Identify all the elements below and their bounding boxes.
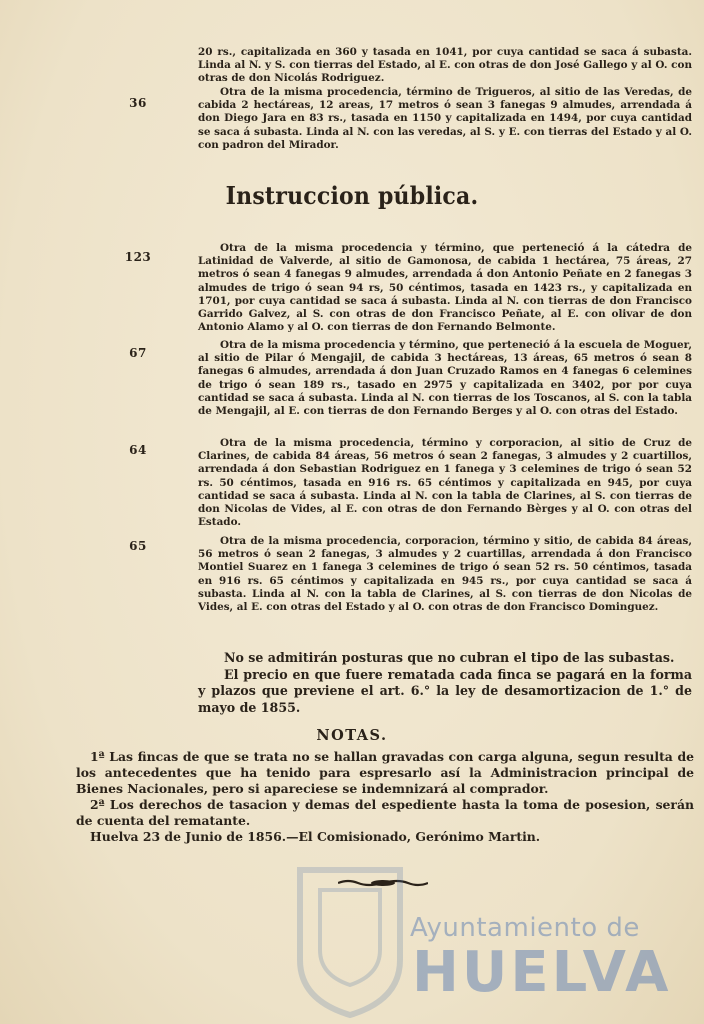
lot-entry xyxy=(198,242,692,334)
auction-conditions xyxy=(198,650,692,716)
notes-title: NOTAS. xyxy=(316,727,388,744)
lot-text: Otra de la misma procedencia, corporacion, término y sitio, de cabida 84 áreas, 56 metros ó sean 2 fanegas, 3 almudes y 2 cuartillas, arrendada á don Francisco Montiel Suarez en 1 fanega 3 celemines de trigo ó sean 52 rs. 50 céntimos, tasada en 916 rs. 65 céntimos y capitalizada en 945 rs., por cuya cantidad se saca á subasta. Linda al N. con la tabla de Clarines, al S. con tierras de don Nicolas de Vides, al E. con otras del Estado y al O. con otras de don Francisco Dominguez. xyxy=(198,535,692,614)
section-title: Instruccion pública. xyxy=(225,181,479,211)
watermark-title: HUELVA xyxy=(412,940,672,1005)
lot-number: 64 xyxy=(129,443,147,457)
condition-line: No se admitirán posturas que no cubran el tipo de las subastas. xyxy=(224,650,675,665)
condition-line: El precio en que fuere rematada cada finca se pagará en la forma y plazos que previene el art. 6.° la ley de desamortizacion de 1.° de mayo de 1855. xyxy=(198,666,692,715)
lot-entry xyxy=(198,339,692,418)
lot-number: 65 xyxy=(129,539,147,553)
note-item: 1ª Las fincas de que se trata no se hallan gravadas con carga alguna, segun resulta de los antecedentes que ha tenido para espresarlo así la Administracion principal de Bienes Nacionales, pero si apareciese se indemnizará al comprador. xyxy=(76,749,694,796)
lot-number: 123 xyxy=(124,250,152,264)
lot-entry xyxy=(198,535,692,614)
lot-text: Otra de la misma procedencia, término de Trigueros, al sitio de las Veredas, de cabida 2 hectáreas, 12 areas, 17 metros ó sean 3 fanegas 9 almudes, arrendada á don Diego Jara en 83 rs., tasada en 1150 y capitalizada en 1494, por cuya cantidad se saca á subasta. Linda al N. con las veredas, al S. y E. con tierras del Estado y al O. con padron del Mirador. xyxy=(198,86,692,151)
lot-text: Otra de la misma procedencia y término, que perteneció á la cátedra de Latinidad de Valverde, al sitio de Gamonosa, de cabida 1 hectárea, 75 áreas, 27 metros ó sean 4 fanegas 9 almudes, arrendada á don Antonio Peñate en 2 fanegas 3 almudes de trigo ó sean 94 rs, 50 céntimos, tasada en 1423 rs., y capitalizada en 1701, por cuya cantidad se saca á subasta. Linda al N. con tierras de don Francisco Garrido Galvez, al S. con otras de don Francisco Peñate, al E. con olivar de don Antonio Alamo y al O. con tierras de don Fernando Belmonte. xyxy=(198,242,692,334)
signature-line: Huelva 23 de Junio de 1856.—El Comisionado, Gerónimo Martin. xyxy=(90,829,541,844)
top-continuation-text: 20 rs., capitalizada en 360 y tasada en 1041, por cuya cantidad se saca á subasta. Linda al N. y S. con tierras del Estado, al E. con otras de don José Gallego y al O. con otras de don Nicolás Rodriguez. xyxy=(198,46,692,85)
lot-number: 36 xyxy=(129,96,147,110)
lot-entry xyxy=(198,437,692,529)
watermark-text: Ayuntamiento de xyxy=(410,913,640,943)
lot-number: 67 xyxy=(129,346,147,360)
lot-text: Otra de la misma procedencia, término y corporacion, al sitio de Cruz de Clarines, de cabida 84 áreas, 56 metros ó sean 2 fanegas, 3 almudes y 2 cuartillos, arrendada á don Sebastian Rodriguez en 1 fanega y 3 celemines de trigo ó sean 52 rs. 50 céntimos, tasada en 916 rs. 65 céntimos y capitalizada en 945, por cuya cantidad se saca á subasta. Linda al N. con la tabla de Clarines, al S. con tierras de don Nicolas de Vides, al E. con otras de don Fernando Bèrges y al O. con otras del Estado. xyxy=(198,437,692,529)
lot-entry xyxy=(198,86,692,152)
lot-text: Otra de la misma procedencia y término, que perteneció á la escuela de Moguer, al sitio de Pilar ó Mengajil, de cabida 3 hectáreas, 13 áreas, 65 metros ó sean 8 fanegas 6 almudes, arrendada á don Juan Cruzado Ramos en 4 fanegas 6 celemines de trigo ó sean 189 rs., tasado en 2975 y capitalizada en 3402, por por cuya cantidad se saca á subasta. Linda al N. con tierras de los Toscanos, al S. con la tabla de Mengajil, al E. con tierras de don Fernando Berges y al O. con otras del Estado. xyxy=(198,339,692,418)
notes-section xyxy=(76,749,694,845)
note-item: 2ª Los derechos de tasacion y demas del espediente hasta la toma de posesion, serán de cuenta del rematante. xyxy=(76,797,694,828)
top-continuation xyxy=(198,46,692,86)
